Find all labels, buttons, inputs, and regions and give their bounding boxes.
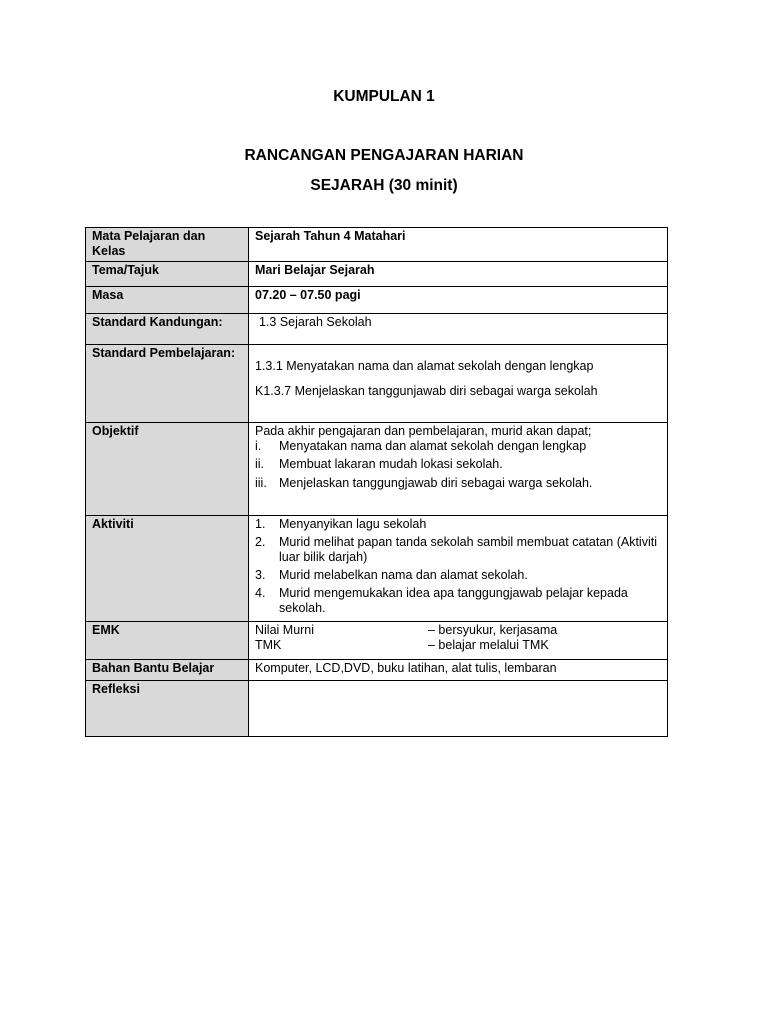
reflection-value	[249, 681, 668, 737]
list-item	[255, 439, 661, 454]
list-item	[255, 535, 661, 565]
list-marker: 3.	[255, 568, 266, 582]
learning-standard-value	[249, 345, 668, 423]
list-text: Menyanyikan lagu sekolah	[279, 517, 427, 531]
emk-detail: – belajar melalui TMK	[428, 638, 549, 652]
objective-value	[249, 423, 668, 516]
materials-value: Komputer, LCD,DVD, buku latihan, alat tulis, lembaran	[249, 660, 668, 681]
learning-standard-row	[86, 345, 668, 423]
content-standard-row	[86, 314, 668, 345]
emk-name: Nilai Murni	[255, 623, 315, 637]
list-marker: 2.	[255, 535, 266, 549]
time-row	[86, 287, 668, 314]
reflection-row	[86, 681, 668, 737]
objective-intro: Pada akhir pengajaran dan pembelajaran, murid akan dapat;	[255, 424, 592, 438]
list-item	[255, 586, 661, 616]
learning-standard-line: 1.3.1 Menyatakan nama dan alamat sekolah dengan lengkap	[255, 359, 594, 373]
activities-label: Aktiviti	[86, 516, 249, 622]
subject-value: Sejarah Tahun 4 Matahari	[249, 228, 668, 262]
list-item	[255, 476, 661, 491]
list-item	[255, 568, 661, 583]
list-marker: 1.	[255, 517, 266, 531]
learning-standard-label: Standard Pembelajaran:	[86, 345, 249, 423]
list-marker: 4.	[255, 586, 266, 600]
content-standard-label: Standard Kandungan:	[86, 314, 249, 345]
list-text: Menyatakan nama dan alamat sekolah dengan lengkap	[279, 439, 587, 453]
time-label: Masa	[86, 287, 249, 314]
theme-row	[86, 262, 668, 287]
list-text: Membuat lakaran mudah lokasi sekolah.	[279, 457, 503, 471]
page-subtitle: SEJARAH (30 minit)	[310, 177, 458, 194]
list-text: Murid melabelkan nama dan alamat sekolah.	[279, 568, 528, 582]
list-marker: iii.	[255, 476, 267, 490]
theme-value: Mari Belajar Sejarah	[249, 262, 668, 287]
emk-item	[255, 638, 661, 653]
objective-row	[86, 423, 668, 516]
activities-value	[249, 516, 668, 622]
materials-label: Bahan Bantu Belajar	[86, 660, 249, 681]
objective-label: Objektif	[86, 423, 249, 516]
list-marker: i.	[255, 439, 262, 453]
list-item	[255, 457, 661, 472]
content-standard-text: 1.3 Sejarah Sekolah	[259, 315, 372, 329]
list-text: Murid melihat papan tanda sekolah sambil membuat catatan (Aktiviti luar bilik darjah)	[279, 535, 657, 564]
emk-detail: – bersyukur, kerjasama	[428, 623, 558, 637]
emk-item	[255, 623, 661, 638]
subject-row	[86, 228, 668, 262]
list-text: Menjelaskan tanggungjawab diri sebagai warga sekolah.	[279, 476, 593, 490]
time-value: 07.20 – 07.50 pagi	[249, 287, 668, 314]
activities-row	[86, 516, 668, 622]
page-title: RANCANGAN PENGAJARAN HARIAN	[244, 147, 524, 164]
list-item	[255, 517, 661, 532]
materials-row	[86, 660, 668, 681]
theme-label: Tema/Tajuk	[86, 262, 249, 287]
learning-standard-line: K1.3.7 Menjelaskan tanggunjawab diri sebagai warga sekolah	[255, 384, 598, 398]
emk-value	[249, 622, 668, 660]
emk-label: EMK	[86, 622, 249, 660]
group-heading: KUMPULAN 1	[333, 88, 435, 105]
list-text: Murid mengemukakan idea apa tanggungjawab pelajar kepada sekolah.	[279, 586, 628, 615]
subject-label: Mata Pelajaran dan Kelas	[86, 228, 249, 262]
lesson-plan-table	[85, 227, 668, 737]
emk-name: TMK	[255, 638, 282, 652]
content-standard-value	[249, 314, 668, 345]
reflection-label: Refleksi	[86, 681, 249, 737]
list-marker: ii.	[255, 457, 265, 471]
emk-row	[86, 622, 668, 660]
